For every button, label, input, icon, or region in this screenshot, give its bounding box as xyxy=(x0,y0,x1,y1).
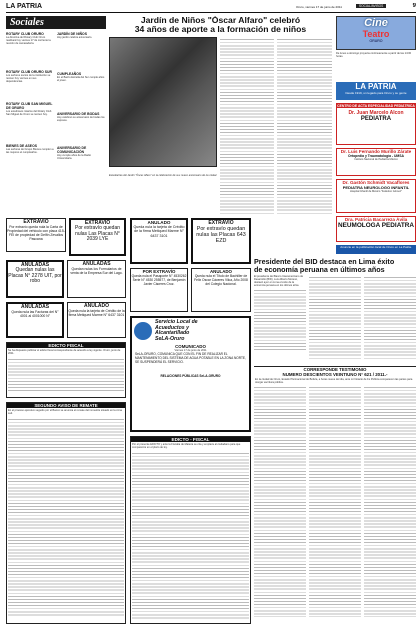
edicto-fiscal-1 xyxy=(6,342,126,398)
sela-text: SeLA-ORURO, COMUNICA QUE CON EL FIN DE REALIZAR EL MANTENIMIENTO DEL SISTEMA DE AGUA POTABLE EN LA ZONA NORTE, SE SUSPENDERÁ EL SERVICIO. xyxy=(135,352,246,365)
article-lead: El presidente del Banco Interamericano de Desarrollo (BID), Luis Alberto Moreno, destacó ayer en Lima el éxito de la economía peruana en los últimos años. xyxy=(254,275,304,288)
sociales-section xyxy=(6,16,106,214)
ad-title: EXTRAVÍO xyxy=(84,220,111,226)
testimonio-section xyxy=(254,366,416,624)
social-item-title: CUMPLEAÑOS xyxy=(57,72,82,76)
article-text-col xyxy=(364,275,416,359)
newspaper-brand: LA PATRIA xyxy=(6,3,43,10)
jardin-photo xyxy=(109,37,217,167)
patria-band-title: LA PATRIA xyxy=(355,82,397,91)
edicto-body-lines xyxy=(8,357,124,391)
ad-text: Queda nula la tarjeta de Crédito de la firma Metiqued Marme N° 6437 3101 xyxy=(68,309,125,317)
social-item-text: Hoy cumple años de la Radio Universitaria. xyxy=(57,154,91,161)
testimonio-col xyxy=(364,385,416,617)
social-item-title: ANIVERSARIO DE COMUNICACIÓN xyxy=(57,146,87,154)
sela-title-2: Acueductos y xyxy=(155,324,190,331)
remate-text: En el proceso ejecutivo seguido por el Banco se anuncia el remate del inmueble situado en la zona sud. xyxy=(8,409,122,416)
sociales-col-2 xyxy=(57,32,105,188)
ad-text: Queda nula las Facturas del N° 4001 al 4001000 N° xyxy=(11,310,59,318)
ad-title: EXTRAVÍO xyxy=(23,219,49,225)
cine-logo-top: Cine xyxy=(364,17,388,29)
medical-ad xyxy=(336,179,416,213)
cine-teatro-logo xyxy=(336,16,416,50)
social-item-text: Hoy celebran su aniversario de bodas los esposos. xyxy=(57,116,105,123)
ad-text: Queda nula la tarjeta de Crédito de la firma Metiqued Marme N° 6437 3101 xyxy=(133,225,185,238)
ad-title: ANULADAS xyxy=(82,261,111,267)
ad-title: ANULADO xyxy=(147,220,171,225)
photo-caption: Estudiantes del Jardín "Óscar Alfaro" en la celebración de sus nuevo aniversario de la unidad. xyxy=(109,174,218,177)
social-item-title: ROTARY CLUB ORURO SUR xyxy=(6,70,52,74)
ad-title: ANULADO xyxy=(84,303,109,309)
doctor-institution: Hospital Infantil de México "Federico Gómez" xyxy=(349,190,402,193)
social-item-title: ROTARY CLUB SAN MIGUEL DE ORURO xyxy=(6,102,53,110)
testimonio-number: NUMERO DESCIENTOS VEINTIUNO N° 621 / 2011.- xyxy=(282,372,388,377)
extravio-ad xyxy=(69,218,126,256)
sela-sign: RELACIONES PÚBLICAS SeLA-ORURO xyxy=(160,373,221,378)
edicto-body-lines xyxy=(132,451,249,619)
ad-text: Por extravío quedan nulas las Placas 643 EZD xyxy=(196,226,246,244)
ad-text: Por extravío queda nula la Carta de Propiedad del vehículo con placa 415-FEI de propiedad de Delfín Zevallos Pascana xyxy=(7,225,65,241)
doctor-specialty: PEDIATRA xyxy=(360,116,392,122)
doctor-specialty: Ortopedia y Traumatología - UMSA xyxy=(348,154,404,158)
social-item-title: ANIVERSARIO DE BODAS xyxy=(57,112,100,116)
announcement-strip: Anuncie en la publicación local de Oruro en La Patria. xyxy=(336,245,416,254)
social-item-text: Las señoras del Grupo Bienes cumplen a las mejores el cumpleaños. xyxy=(6,148,54,155)
extravio-ad xyxy=(6,218,66,252)
jardin-article xyxy=(109,16,332,216)
article-text-col xyxy=(254,288,306,350)
article-text-col xyxy=(220,37,274,216)
doctor-name: Dr. Gastón Schmidt Vacaflores xyxy=(342,180,410,185)
article-text-col xyxy=(277,37,332,216)
titulo-ad xyxy=(191,268,251,312)
sociales-band: Sociales xyxy=(6,16,106,29)
anulado-ad xyxy=(67,302,126,338)
doctor-name: Dr. Juan Marcelo Alcon xyxy=(348,110,404,116)
ad-title: POR EXTRAVÍO xyxy=(142,269,176,274)
doctor-specialty: PEDIATRA NEUROLOGO INFANTIL xyxy=(342,185,410,190)
testimonio-col xyxy=(309,385,361,617)
social-item-text: La directiva del Rotary Club Oruro realizará hoy viernes 17 de corriente la reunión de camaradería. xyxy=(6,36,51,46)
doctor-name: Dra. Patricia Bacarreza Ávila xyxy=(344,217,408,222)
edicto-title: EDICTO FISCAL xyxy=(7,343,125,348)
sela-title-1: Servicio Local de xyxy=(155,319,198,325)
bid-article xyxy=(254,258,416,362)
edicto-text: Por el presente EDICTO y ante la Fiscalía de Materia se cita y emplaza al ciudadano para que comparezca en el plazo de ley. xyxy=(132,443,241,450)
ad-title: ANULADAS xyxy=(20,304,50,310)
anuladas-ad xyxy=(67,260,126,298)
cine-text: De lunes a domingo proyecta continuamente a partir de las 14:00 horas. xyxy=(336,52,412,59)
sela-subtitle: COMUNICADO xyxy=(175,344,206,350)
medical-ad xyxy=(336,216,416,242)
anulado-ad xyxy=(130,218,188,264)
sela-date: Viernes 17 de junio de 2011 xyxy=(174,349,207,353)
patria-band xyxy=(336,82,416,100)
social-item-title: JARDÍN DE NIÑOS xyxy=(57,32,87,36)
doctor-specialty: NEUMOLOGA PEDIATRA xyxy=(338,222,414,229)
ad-text: Queda nula el Pasaporte N° 4530262 Serie N° 4530 255577, de Benjamín Javier Cáceres Cruz. xyxy=(131,274,187,286)
medical-ad-lines xyxy=(337,122,415,140)
sela-title-3: Alcantarillado xyxy=(155,330,190,337)
cine-logo-city: ORURO xyxy=(369,39,383,43)
ad-text: Quedan nulas los Formularios de venta de la Empresa Sur del Lago. xyxy=(70,267,123,275)
social-item-text: Los señores socios de la institución se reúnen hoy viernes en sus dependencias. xyxy=(6,74,51,84)
testimonio-title: CORRESPONDE TESTIMONIO xyxy=(303,367,367,372)
article-text-col xyxy=(309,275,361,359)
doctor-name: Dr. Luis Fernando Murillo Zárate xyxy=(340,149,412,154)
article-headline: Presidente del BID destaca en Lima éxito xyxy=(254,258,395,266)
social-item-text: En el Barrio Estrella del Sur cumple años el joven. xyxy=(57,76,105,83)
ad-text: Queda nula el Título de Bachiller de Felix Oscar Cáceres Vilca, Año 2008 del Colegio Nacional. xyxy=(194,274,248,286)
social-item-title: ROTARY CLUB ORURO xyxy=(6,32,44,36)
sela-communique xyxy=(130,316,251,432)
patria-band-subtitle: Desde 1919, un legado para Oruro y su gente xyxy=(345,91,407,95)
edicto-text: Se ha dispuesto publicar el edicto fiscal correspondiente de acuerdo a ley vigente. Oruro, junio de 2011. xyxy=(8,349,121,356)
ad-title: ANULADO xyxy=(210,269,232,274)
article-subheadline: de economía peruana en últimos años xyxy=(254,264,385,274)
ad-text: Por extravío quedan nulas Las Placas N° 2039 LYE xyxy=(74,225,121,243)
social-item-text: Hoy jardín celebra aniversario. xyxy=(57,36,93,39)
sociales-col-1 xyxy=(6,32,54,188)
passport-ad xyxy=(130,268,188,312)
doctor-institution: Instituto Nacional de Pediatría México xyxy=(354,158,398,161)
anuladas-ad xyxy=(6,302,64,338)
remate-title: SEGUNDO AVISO DE REMATE xyxy=(7,403,125,408)
edicto-fiscal-2 xyxy=(130,436,251,624)
ad-title: EXTRAVÍO xyxy=(208,220,234,226)
remate-notice xyxy=(6,402,126,624)
testimonio-col xyxy=(254,385,306,617)
article-headline-2: 34 años de aporte a la formación de niños xyxy=(134,24,307,34)
testimonio-text: En la ciudad de Oruro, Estado Plurinacional de Bolivia, a horas nueve del día, ante mí Notario de Fe Pública comparecen las partes para otorgar escritura pública. xyxy=(255,378,413,385)
ad-text: Quedan nulas las Placas N° 2278 UIT, por robo xyxy=(8,267,62,285)
extravio-ad xyxy=(191,218,251,264)
edicto-title: EDICTO - FISCAL xyxy=(131,437,250,442)
anuladas-ad xyxy=(6,260,64,298)
page-header xyxy=(6,3,416,13)
medical-ad-title: CENTRO DE ACTA ESPECIALIDAD PEDIÁTRICA xyxy=(337,104,415,108)
sela-title-4: SeLA-Oruro xyxy=(155,335,185,342)
social-item-text: Los estudiosos rotarios del Rotary Club San Miguel de Oruro se reúnen hoy. xyxy=(6,110,52,117)
cine-logo-bottom: Teatro xyxy=(362,29,390,39)
remate-body-lines xyxy=(8,417,124,617)
section-label: SOCIAL/AVISOS xyxy=(356,4,386,8)
social-item-title: BIENES DE ASEOS xyxy=(6,144,37,148)
sela-logo-icon xyxy=(134,322,152,340)
ad-title: ANULADAS xyxy=(20,262,50,268)
medical-ad xyxy=(336,148,416,176)
page-number: 9 xyxy=(412,3,416,9)
issue-date: Oruro, viernes 17 de junio de 2011 xyxy=(296,5,342,9)
medical-ad xyxy=(336,103,416,145)
article-headline: Jardín de Niños "Óscar Alfaro" celebró xyxy=(140,16,301,25)
